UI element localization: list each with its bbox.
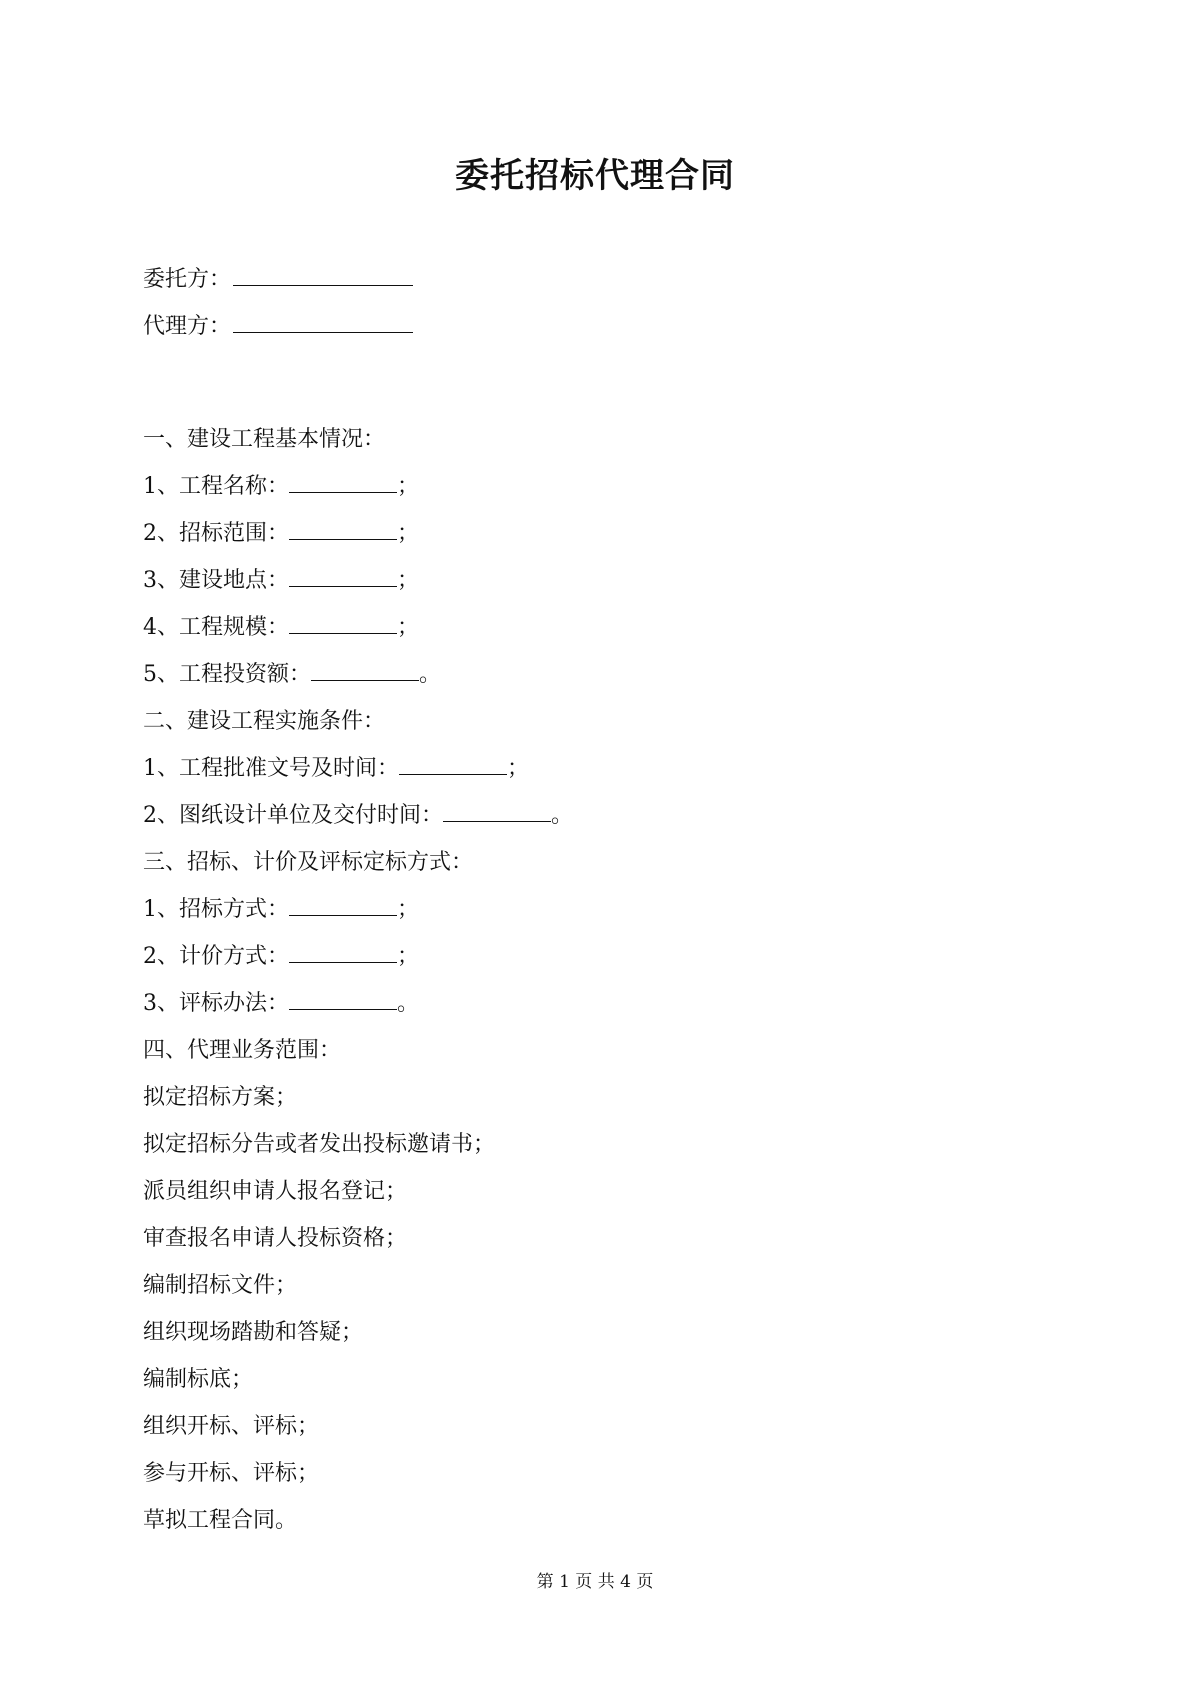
line-text: 派员组织申请人报名登记； — [143, 1179, 408, 1204]
contract-line — [143, 1130, 1063, 1177]
line-text: 审查报名申请人投标资格； — [143, 1226, 408, 1251]
contract-body — [143, 425, 1063, 1553]
fill-in-blank[interactable] — [289, 895, 397, 916]
line-text: 1、工程名称： — [143, 474, 289, 499]
document-title: 委托招标代理合同 — [455, 156, 735, 196]
party-b-label: 代理方： — [143, 314, 232, 339]
line-text: 组织开标、评标； — [143, 1414, 320, 1439]
line-text: 编制招标文件； — [143, 1273, 298, 1298]
line-text: 一、建设工程基本情况： — [143, 427, 386, 452]
line-text: 2、招标范围： — [143, 521, 289, 546]
contract-line — [143, 1036, 1063, 1083]
line-end-punctuation: ； — [397, 568, 420, 593]
contract-line — [143, 942, 1063, 989]
line-text: 3、建设地点： — [143, 568, 289, 593]
party-a-label: 委托方： — [143, 267, 232, 292]
contract-line — [143, 801, 1063, 848]
contract-line — [143, 1365, 1063, 1412]
line-end-punctuation: 。 — [397, 991, 420, 1016]
page-footer: 第 1 页 共 4 页 — [536, 1572, 654, 1592]
contract-line — [143, 1177, 1063, 1224]
contract-line — [143, 1459, 1063, 1506]
line-text: 编制标底； — [143, 1367, 254, 1392]
line-end-punctuation: ； — [397, 944, 420, 969]
party-b-blank[interactable] — [233, 312, 413, 333]
line-text: 四、代理业务范围： — [143, 1038, 342, 1063]
line-text: 组织现场踏勘和答疑； — [143, 1320, 364, 1345]
contract-line — [143, 848, 1063, 895]
line-text: 2、图纸设计单位及交付时间： — [143, 803, 443, 828]
line-text: 1、工程批准文号及时间： — [143, 756, 399, 781]
contract-line — [143, 1083, 1063, 1130]
fill-in-blank[interactable] — [289, 613, 397, 634]
line-text: 参与开标、评标； — [143, 1461, 320, 1486]
fill-in-blank[interactable] — [289, 989, 397, 1010]
fill-in-blank[interactable] — [289, 519, 397, 540]
fill-in-blank[interactable] — [289, 472, 397, 493]
line-text: 二、建设工程实施条件： — [143, 709, 386, 734]
contract-line — [143, 754, 1063, 801]
line-end-punctuation: ； — [397, 615, 420, 640]
contract-line — [143, 472, 1063, 519]
party-a-line — [143, 265, 413, 295]
line-text: 4、工程规模： — [143, 615, 289, 640]
line-text: 1、招标方式： — [143, 897, 289, 922]
contract-line — [143, 1412, 1063, 1459]
contract-line — [143, 519, 1063, 566]
line-end-punctuation: ； — [397, 474, 420, 499]
fill-in-blank[interactable] — [289, 942, 397, 963]
line-end-punctuation: ； — [397, 521, 420, 546]
line-text: 拟定招标方案； — [143, 1085, 298, 1110]
contract-line — [143, 895, 1063, 942]
contract-line — [143, 613, 1063, 660]
line-text: 5、工程投资额： — [143, 662, 311, 687]
contract-line — [143, 1318, 1063, 1365]
line-text: 拟定招标分告或者发出投标邀请书； — [143, 1132, 496, 1157]
contract-line — [143, 989, 1063, 1036]
line-end-punctuation: 。 — [419, 662, 442, 687]
contract-line — [143, 660, 1063, 707]
contract-line — [143, 1224, 1063, 1271]
fill-in-blank[interactable] — [443, 801, 551, 822]
line-end-punctuation: 。 — [551, 803, 574, 828]
contract-line — [143, 425, 1063, 472]
line-end-punctuation: ； — [507, 756, 530, 781]
line-end-punctuation: ； — [397, 897, 420, 922]
line-text: 3、评标办法： — [143, 991, 289, 1016]
contract-line — [143, 707, 1063, 754]
contract-line — [143, 566, 1063, 613]
fill-in-blank[interactable] — [399, 754, 507, 775]
party-a-blank[interactable] — [233, 265, 413, 286]
contract-line — [143, 1271, 1063, 1318]
contract-line — [143, 1506, 1063, 1553]
party-b-line — [143, 312, 413, 342]
fill-in-blank[interactable] — [289, 566, 397, 587]
line-text: 草拟工程合同。 — [143, 1508, 298, 1533]
line-text: 2、计价方式： — [143, 944, 289, 969]
line-text: 三、招标、计价及评标定标方式： — [143, 850, 474, 875]
fill-in-blank[interactable] — [311, 660, 419, 681]
